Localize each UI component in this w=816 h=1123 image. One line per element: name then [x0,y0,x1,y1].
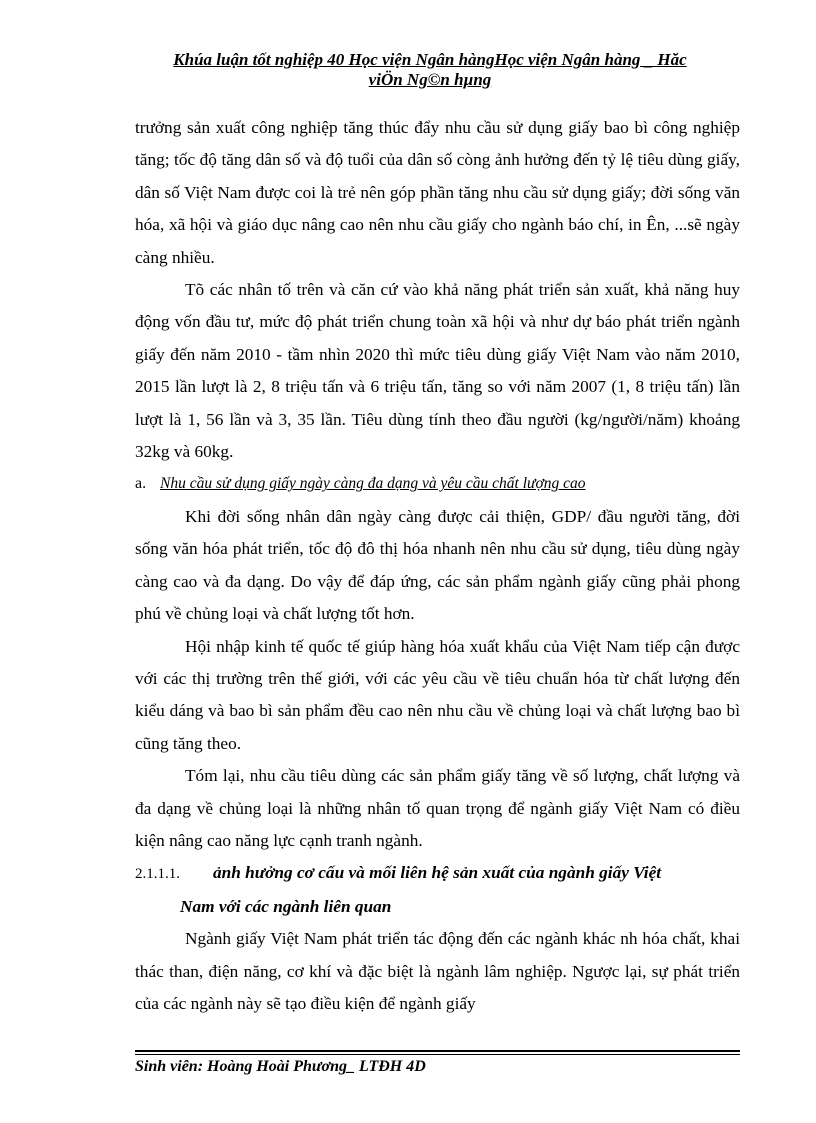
footer-rule-thin [135,1054,740,1055]
heading-a-text: Nhu cầu sử dụng giấy ngày càng đa dạng và yêu cầu chất lượng cao [160,475,586,493]
page-header [120,50,740,90]
paragraph-1: trưởng sản xuất công nghiệp tăng thúc đẩy nhu cầu sử dụng giấy bao bì công nghiệp tăng; tốc độ tăng dân số và độ tuổi của dân số còng ảnh hưởng đến tỷ lệ tiêu dùng giấy, dân số Việt Nam được coi là trẻ nên góp phần tăng nhu cầu sử dụng giấy; đời sống văn hóa, xã hội và giáo dục nâng cao nên nhu cầu giấy cho ngành báo chí, in Ên, ...sẽ ngày càng nhiều. [135,118,740,267]
paragraph-2: Tõ các nhân tố trên và căn cứ vào khả năng phát triển sản xuất, khả năng huy động vốn đầu tư, mức độ phát triển chung toàn xã hội và như dự báo phát triển ngành giấy đến năm 2010 - tầm nhìn 2020 thì mức tiêu dùng giấy Việt Nam vào năm 2010, 2015 lần lượt là 2, 8 triệu tấn và 6 triệu tấn, tăng so với năm 2007 (1, 8 triệu tấn) lần lượt là 1, 56 lần và 3, 35 lần. Tiêu dùng tính theo đầu người (kg/người/năm) khoảng 32kg và 60kg. [135,280,740,462]
document-body [135,112,740,1020]
paragraph-4: Hội nhập kinh tế quốc tế giúp hàng hóa xuất khẩu của Việt Nam tiếp cận được với các thị trường trên thế giới, với các yêu cầu về tiêu chuẩn hóa từ chất lượng đến kiểu dáng và bao bì sản phẩm đều cao nên nhu cầu về chủng loại và chất lượng bao bì cũng tăng theo. [135,636,740,753]
page-footer: Sinh viên: Hoàng Hoài Phương_ LTĐH 4D [135,1058,426,1075]
heading-continuation: Nam với các ngành liên quan [180,896,392,916]
heading-number: 2.1.1.1. [135,866,180,883]
paragraph-3: Khi đời sống nhân dân ngày càng được cải thiện, GDP/ đầu người tăng, đời sống văn hóa phát triển, tốc độ đô thị hóa nhanh nên nhu cầu sử dụng, tiêu dùng ngày càng cao và đa dạng. Do vậy để đáp ứng, các sản phẩm ngành giấy cũng phải phong phú về chủng loại và chất lượng tốt hơn. [135,506,740,624]
paragraph-6: Ngành giấy Việt Nam phát triển tác động đến các ngành khác nh hóa chất, khai thác than, điện năng, cơ khí và đặc biệt là ngành lâm nghiệp. Ngược lại, sự phát triển của các ngành này sẽ tạo điều kiện để ngành giấy [135,929,740,1013]
section-heading-a [135,468,740,500]
heading-a-marker: a. [135,475,147,493]
section-heading-2-1-1-1 [135,857,740,890]
header-line-1: Khúa luận tốt nghiệp 40 Học viện Ngân hàngHọc viện Ngân hàng _ Hăc [173,50,687,69]
paragraph-5: Tóm lại, nhu cầu tiêu dùng các sản phẩm giấy tăng về số lượng, chất lượng và đa dạng về chủng loại là những nhân tố quan trọng để ngành giấy Việt Nam có điều kiện nâng cao năng lực cạnh tranh ngành. [135,766,740,850]
heading-number-text: ảnh hưởng cơ cấu và mối liên hệ sản xuất của ngành giấy Việt [213,863,662,883]
header-line-2: viÖn Ng©n hµng [368,70,492,89]
footer-rule-thick [135,1050,740,1052]
